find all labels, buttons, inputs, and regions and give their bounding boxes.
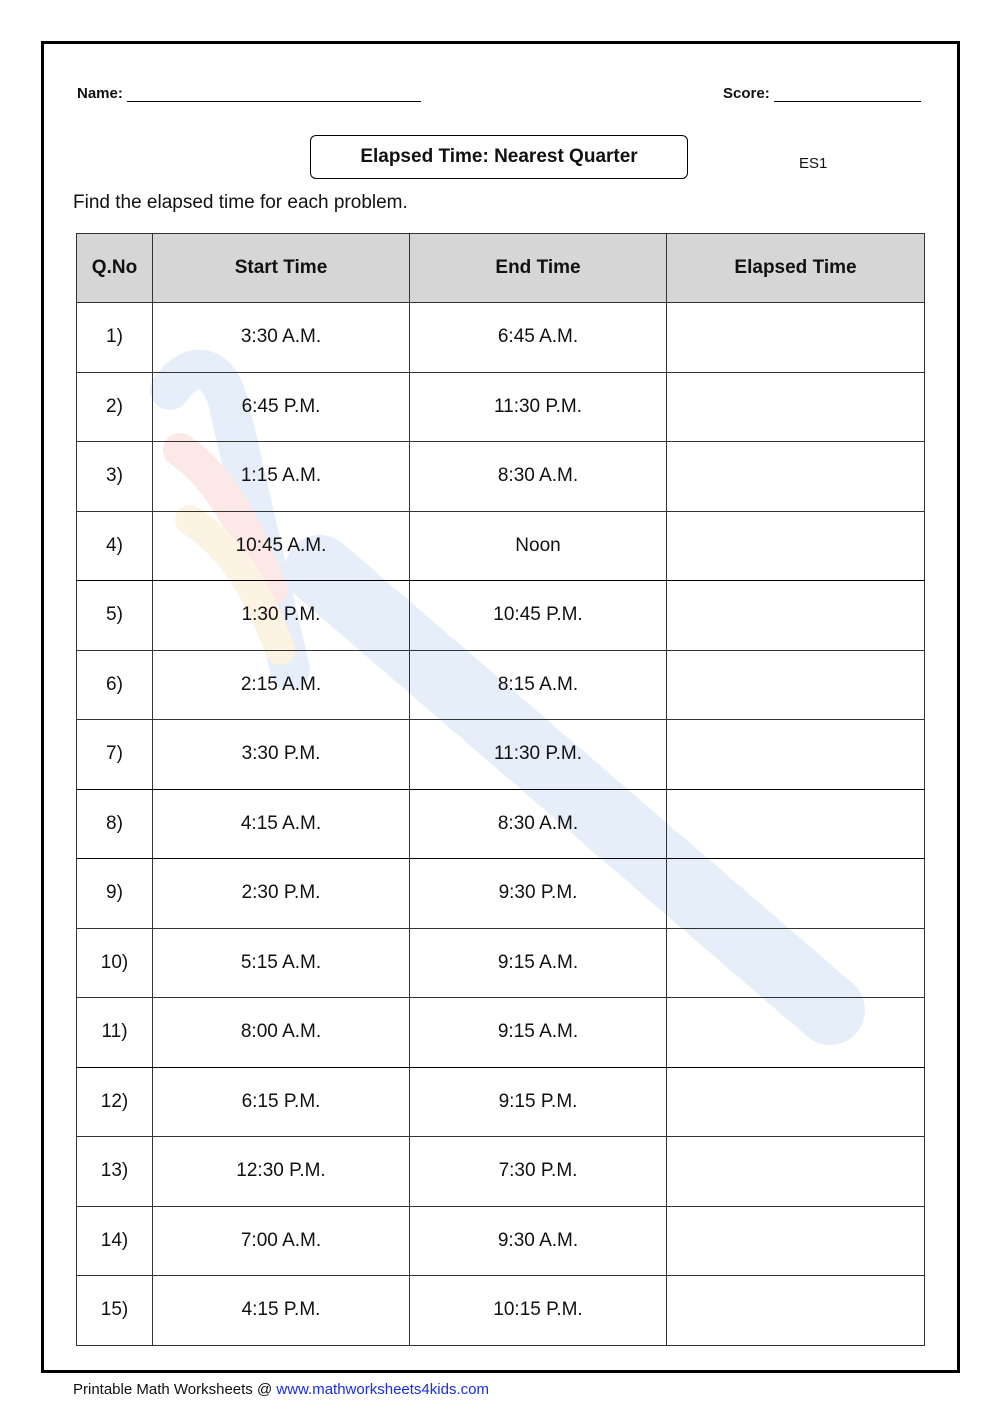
start-time-cell: 4:15 P.M. (153, 1276, 410, 1346)
question-number-cell: 11) (77, 998, 153, 1068)
table-row (77, 998, 925, 1068)
end-time-cell: 9:15 A.M. (410, 928, 667, 998)
elapsed-time-answer-cell[interactable] (667, 303, 925, 373)
table-row (77, 650, 925, 720)
worksheet-title: Elapsed Time: Nearest Quarter (310, 135, 688, 179)
table-header-row (77, 234, 925, 303)
table-row (77, 372, 925, 442)
footer (73, 1381, 489, 1398)
start-time-cell: 6:15 P.M. (153, 1067, 410, 1137)
elapsed-time-answer-cell[interactable] (667, 1067, 925, 1137)
elapsed-time-answer-cell[interactable] (667, 789, 925, 859)
elapsed-time-answer-cell[interactable] (667, 372, 925, 442)
start-time-cell: 3:30 A.M. (153, 303, 410, 373)
start-time-cell: 10:45 A.M. (153, 511, 410, 581)
column-header-start-time: Start Time (153, 234, 410, 303)
table-row (77, 928, 925, 998)
table-row (77, 859, 925, 929)
elapsed-time-answer-cell[interactable] (667, 928, 925, 998)
end-time-cell: 6:45 A.M. (410, 303, 667, 373)
end-time-cell: 9:15 A.M. (410, 998, 667, 1068)
start-time-cell: 3:30 P.M. (153, 720, 410, 790)
elapsed-time-answer-cell[interactable] (667, 650, 925, 720)
end-time-cell: 9:30 A.M. (410, 1206, 667, 1276)
table-row (77, 720, 925, 790)
question-number-cell: 14) (77, 1206, 153, 1276)
elapsed-time-answer-cell[interactable] (667, 442, 925, 512)
elapsed-time-answer-cell[interactable] (667, 1206, 925, 1276)
elapsed-time-answer-cell[interactable] (667, 720, 925, 790)
start-time-cell: 12:30 P.M. (153, 1137, 410, 1207)
table-row (77, 1137, 925, 1207)
question-number-cell: 12) (77, 1067, 153, 1137)
score-field[interactable] (723, 85, 921, 102)
table-row (77, 789, 925, 859)
score-blank-line (774, 86, 921, 102)
question-number-cell: 4) (77, 511, 153, 581)
elapsed-time-answer-cell[interactable] (667, 1137, 925, 1207)
name-blank-line (127, 86, 421, 102)
elapsed-time-answer-cell[interactable] (667, 1276, 925, 1346)
column-header-end-time: End Time (410, 234, 667, 303)
table-row (77, 581, 925, 651)
end-time-cell: 10:15 P.M. (410, 1276, 667, 1346)
table-row (77, 511, 925, 581)
problems-table (76, 233, 925, 1346)
end-time-cell: 7:30 P.M. (410, 1137, 667, 1207)
worksheet-code: ES1 (799, 155, 828, 172)
question-number-cell: 10) (77, 928, 153, 998)
footer-link[interactable]: www.mathworksheets4kids.com (276, 1381, 489, 1398)
question-number-cell: 8) (77, 789, 153, 859)
question-number-cell: 2) (77, 372, 153, 442)
instructions: Find the elapsed time for each problem. (73, 192, 408, 213)
question-number-cell: 1) (77, 303, 153, 373)
end-time-cell: 10:45 P.M. (410, 581, 667, 651)
start-time-cell: 2:30 P.M. (153, 859, 410, 929)
end-time-cell: 8:15 A.M. (410, 650, 667, 720)
end-time-cell: 8:30 A.M. (410, 442, 667, 512)
name-label: Name: (77, 85, 123, 102)
question-number-cell: 6) (77, 650, 153, 720)
question-number-cell: 9) (77, 859, 153, 929)
start-time-cell: 7:00 A.M. (153, 1206, 410, 1276)
table-row (77, 1067, 925, 1137)
column-header-qno: Q.No (77, 234, 153, 303)
table-row (77, 1206, 925, 1276)
name-field[interactable] (77, 85, 421, 102)
question-number-cell: 13) (77, 1137, 153, 1207)
end-time-cell: Noon (410, 511, 667, 581)
question-number-cell: 7) (77, 720, 153, 790)
elapsed-time-answer-cell[interactable] (667, 581, 925, 651)
score-label: Score: (723, 85, 770, 102)
column-header-elapsed-time: Elapsed Time (667, 234, 925, 303)
start-time-cell: 4:15 A.M. (153, 789, 410, 859)
elapsed-time-answer-cell[interactable] (667, 511, 925, 581)
table-row (77, 303, 925, 373)
end-time-cell: 11:30 P.M. (410, 372, 667, 442)
start-time-cell: 5:15 A.M. (153, 928, 410, 998)
start-time-cell: 1:15 A.M. (153, 442, 410, 512)
elapsed-time-answer-cell[interactable] (667, 859, 925, 929)
end-time-cell: 11:30 P.M. (410, 720, 667, 790)
footer-prefix: Printable Math Worksheets @ (73, 1381, 277, 1398)
elapsed-time-answer-cell[interactable] (667, 998, 925, 1068)
start-time-cell: 1:30 P.M. (153, 581, 410, 651)
question-number-cell: 15) (77, 1276, 153, 1346)
table-row (77, 442, 925, 512)
end-time-cell: 9:15 P.M. (410, 1067, 667, 1137)
question-number-cell: 3) (77, 442, 153, 512)
table-row (77, 1276, 925, 1346)
question-number-cell: 5) (77, 581, 153, 651)
start-time-cell: 2:15 A.M. (153, 650, 410, 720)
start-time-cell: 6:45 P.M. (153, 372, 410, 442)
start-time-cell: 8:00 A.M. (153, 998, 410, 1068)
end-time-cell: 8:30 A.M. (410, 789, 667, 859)
end-time-cell: 9:30 P.M. (410, 859, 667, 929)
